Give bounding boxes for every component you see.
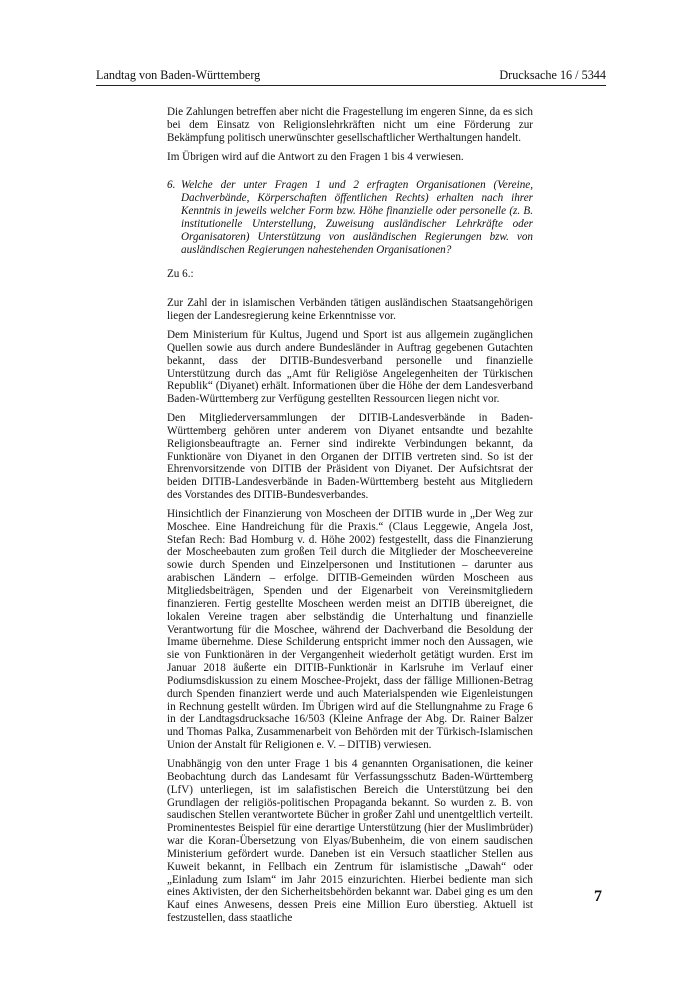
paragraph-7: Unabhängig von den unter Frage 1 bis 4 genannten Organisationen, die keiner Beobachtung durch das Landesamt für Verfassungsschutz Baden-Württemberg (LfV) unterliegen, ist im salafistischen Bereich die Unterstützung bei den Grundlagen der religiös-politischen Propaganda bekannt. So wurden z. B. von saudischen Stellen verantwortete Bücher in großer Zahl und unentgeltlich verteilt. Prominentestes Beispiel für eine derartige Unterstützung (hier der Muslimbrüder) war die Koran-Übersetzung von Elyas/Bubenheim, die von einem saudischen Ministerium gefördert wurde. Daneben ist ein Versuch staatlicher Stellen aus Kuweit bekannt, in Fellbach ein Zentrum für islamistische „Dawah“ oder „Einladung zum Islam“ im Jahr 2015 einzurichten. Hierbei bediente man sich eines Aktivisten, der den Sicherheitsbehörden bekannt war. Dabei ging es um den Kauf eines Anwesens, dessen Preis eine Million Euro überstieg. Aktuell ist festzustellen, dass staatliche [167, 757, 533, 925]
header-document-number: Drucksache 16 / 5344 [499, 68, 606, 82]
paragraph-2: Im Übrigen wird auf die Antwort zu den Fragen 1 bis 4 verwiesen. [167, 150, 464, 163]
question-text: Welche der unter Fragen 1 und 2 erfragten Organisationen (Vereine, Dachverbände, Körperschaften öffentlichen Rechts) erhalten nach ihrer Kenntnis in jeweils welcher Form bzw. Höhe finanzielle oder personelle (z. B. institutionelle Unterstellung, Zuweisung ausländischer Lehrkräfte oder Organisatoren) Unterstützung von ausländischen Regierungen bzw. von ausländischen Regierungen nahestehenden Organisationen? [181, 179, 533, 256]
question-number: 6. [167, 179, 176, 192]
paragraph-4: Dem Ministerium für Kultus, Jugend und Sport ist aus allgemein zugänglichen Quellen sowie aus durch andere Bundesländer in Auftrag gegebenen Gutachten bekannt, dass der DITIB-Bundesverband personelle und finanzielle Unterstützung durch das „Amt für Religiöse Angelegenheiten der Türkischen Republik“ (Diyanet) erhält. Informationen über die Höhe der dem Landesverband Baden-Württemberg zur Verfügung gestellten Ressourcen liegen nicht vor. [167, 328, 533, 406]
answer-heading: Zu 6.: [167, 268, 194, 281]
paragraph-1: Die Zahlungen betreffen aber nicht die Fragestellung im engeren Sinne, da es sich bei dem Einsatz von Religionslehrkräften nicht um eine Förderung zur Bekämpfung politisch unerwünschter gesellschaftlicher Werthaltungen handelt. [167, 106, 533, 144]
paragraph-5: Den Mitgliederversammlungen der DITIB-Landesverbände in Baden-Württemberg gehören unter anderem von Diyanet entsandte und bezahlte Religionsbeauftragte an. Ferner sind indirekte Verbindungen bekannt, da Funktionäre von Diyanet in den Organen der DITIB vertreten sind. So ist der Ehrenvorsitzende von DITIB der Präsident von Diyanet. Der Aufsichtsrat der beiden DITIB-Landesverbände in Baden-Württemberg besteht aus Mitgliedern des Vorstandes des DITIB-Bundesverbandes. [167, 412, 533, 502]
document-body [167, 106, 533, 931]
paragraph-6: Hinsichtlich der Finanzierung von Moscheen der DITIB wurde in „Der Weg zur Moschee. Eine Handreichung für die Praxis.“ (Claus Leggewie, Angela Jost, Stefan Rech: Bad Homburg v. d. Höhe 2002) festgestellt, dass die Finanzierung der Moscheebauten zum großen Teil durch die Mitglieder der Moscheevereine sowie durch Spenden und Einzelpersonen und Institutionen – darunter aus arabischen Ländern – erfolge. DITIB-Gemeinden würden Moscheen aus Mitgliedsbeiträgen, Spenden und der Eigenarbeit von Vereinsmitgliedern finanzieren. Fertig gestellte Moscheen werden meist an DITIB übereignet, die lokalen Vereine tragen aber selbständig die Unterhaltung und finanzielle Verantwortung für die Moschee, während der Dachverband die Besoldung der Imame übernehme. Diese Schilderung entspricht immer noch den Aussagen, wie sie von Funktionären in der Vergangenheit wiederholt getätigt wurden. Erst im Januar 2018 äußerte ein DITIB-Funktionär in Karlsruhe im Verlauf einer Podiumsdiskussion zu einem Moschee-Projekt, dass der fällige Millionen-Betrag durch Spenden finanziert werde und auch Materialspenden wie Eigenleistungen in Rechnung gestellt würden. Im Übrigen wird auf die Stellungnahme zu Frage 6 in der Landtagsdrucksache 16/503 (Kleine Anfrage der Abg. Dr. Rainer Balzer und Thomas Palka, Zusammenarbeit von Behörden mit der Türkisch-Islamischen Union der Anstalt für Religionen e. V. – DITIB) verwiesen. [167, 507, 533, 752]
header-left: Landtag von Baden-Württemberg [96, 68, 261, 82]
question-6 [167, 179, 533, 256]
header-rule [96, 85, 606, 86]
paragraph-3: Zur Zahl der in islamischen Verbänden tätigen ausländischen Staatsangehörigen liegen der Landesregierung keine Erkenntnisse vor. [167, 297, 533, 323]
page-number: 7 [594, 888, 602, 905]
